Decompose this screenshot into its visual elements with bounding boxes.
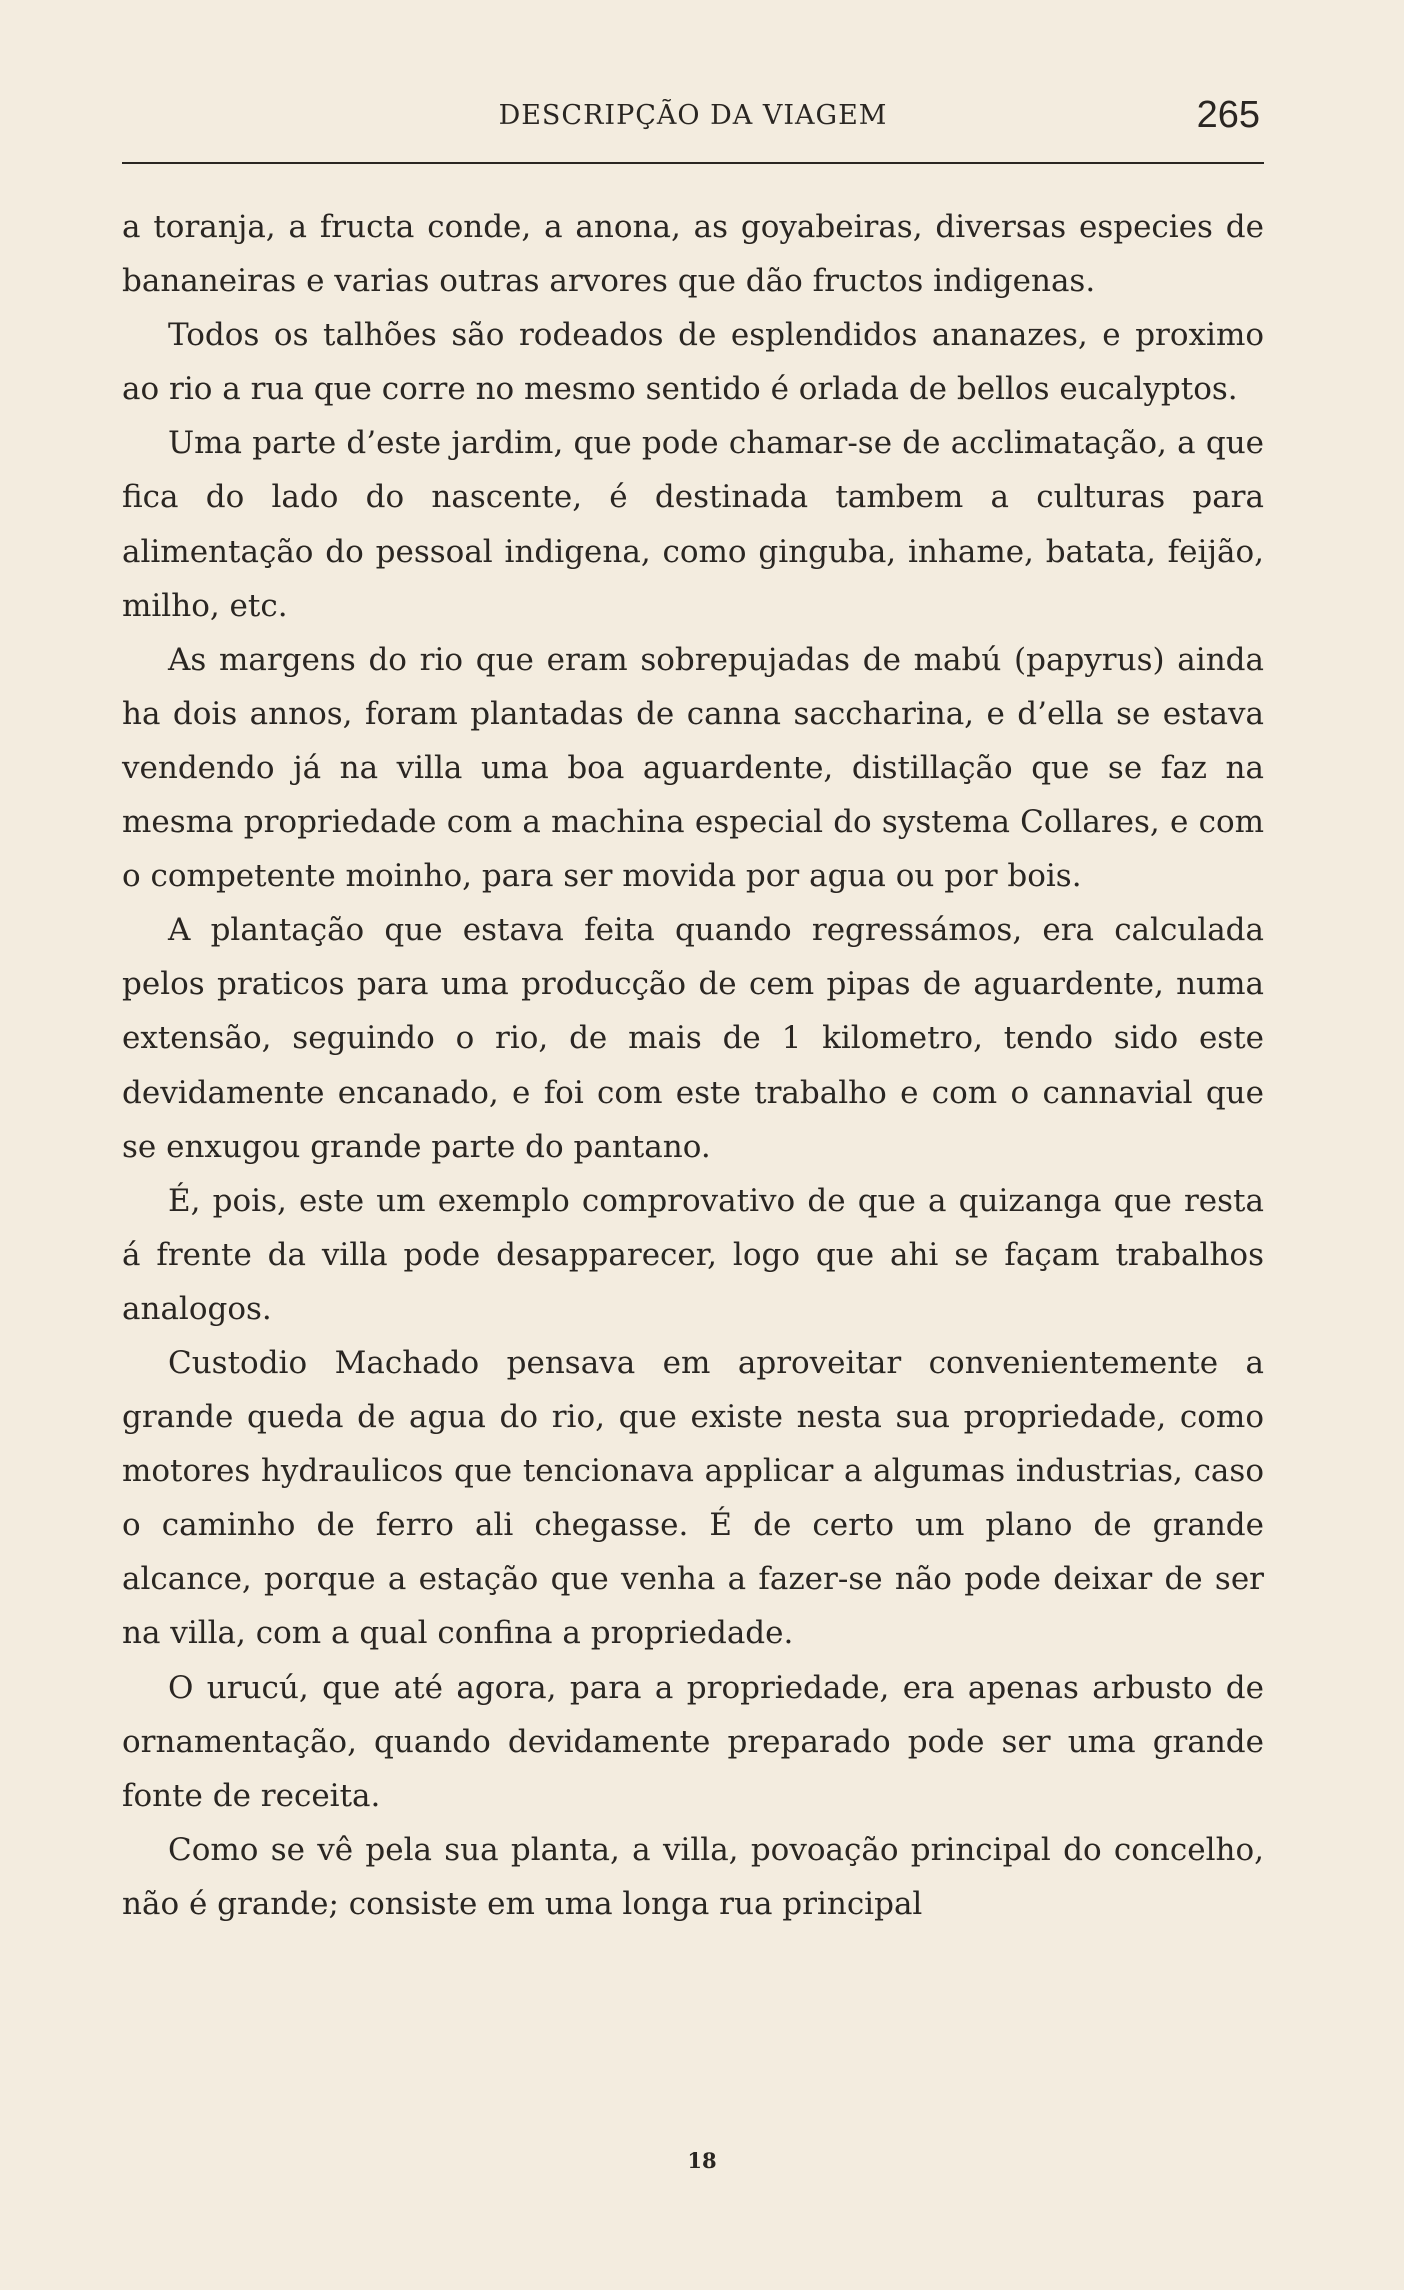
header-rule	[122, 162, 1264, 164]
paragraph: Como se vê pela sua planta, a villa, povoação principal do concelho, não é grande; consiste em uma longa rua principal	[122, 1831, 1264, 1922]
paragraph: O urucú, que até agora, para a propriedade, era apenas arbusto de ornamentação, quando devidamente preparado pode ser uma grande fonte de receita.	[122, 1669, 1264, 1814]
paragraph: Custodio Machado pensava em aproveitar convenientemente a grande queda de agua do rio, que existe nesta sua propriedade, como motores hydraulicos que tencionava applicar a algumas industrias, caso o caminho de ferro ali chegasse. É de certo um plano de grande alcance, porque a estação que venha a fazer-se não pode deixar de ser na villa, com a qual confina a propriedade.	[122, 1344, 1264, 1652]
paragraph: Uma parte d’este jardim, que pode chamar-se de acclimatação, a que fica do lado do nascente, é destinada tambem a culturas para alimentação do pessoal indigena, como ginguba, inhame, batata, feijão, milho, etc.	[122, 425, 1264, 624]
signature-mark: 18	[687, 2148, 717, 2173]
paragraph: Todos os talhões são rodeados de esplendidos ananazes, e proximo ao rio a rua que corre no mesmo sentido é orlada de bellos eucalyptos.	[122, 317, 1264, 408]
page-header	[122, 92, 1264, 152]
running-title: DESCRIPÇÃO DA VIAGEM	[498, 100, 888, 131]
page-number: 265	[1196, 94, 1260, 136]
paragraph: A plantação que estava feita quando regressámos, era calculada pelos praticos para uma producção de cem pipas de aguardente, numa extensão, seguindo o rio, de mais de 1 kilometro, tendo sido este devidamente encanado, e foi com este trabalho e com o cannavial que se enxugou grande parte do pantano.	[122, 912, 1264, 1165]
paragraph: a toranja, a fructa conde, a anona, as goyabeiras, diversas especies de bananeiras e varias outras arvores que dão fructos indigenas.	[122, 209, 1264, 300]
paragraph: As margens do rio que eram sobrepujadas de mabú (papyrus) ainda ha dois annos, foram plantadas de canna saccharina, e d’ella se estava vendendo já na villa uma boa aguardente, distillação que se faz na mesma propriedade com a machina especial do systema Collares, e com o competente moinho, para ser movida por agua ou por bois.	[122, 641, 1264, 895]
body-text	[122, 200, 1264, 1931]
paragraph: É, pois, este um exemplo comprovativo de que a quizanga que resta á frente da villa pode desapparecer, logo que ahi se façam trabalhos analogos.	[122, 1182, 1264, 1327]
